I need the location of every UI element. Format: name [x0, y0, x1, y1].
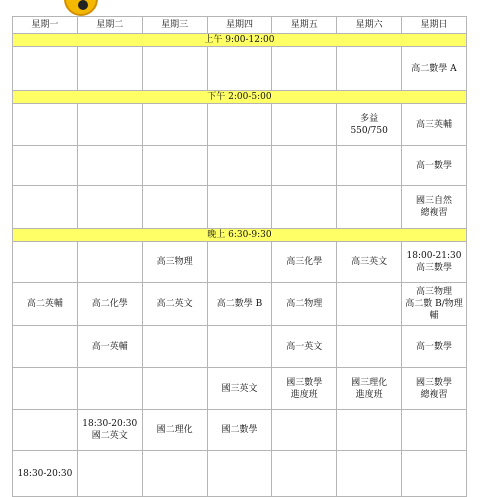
class-cell [207, 104, 272, 146]
day-header-sun: 星期日 [402, 17, 467, 34]
session-band-row [13, 91, 467, 104]
class-cell [272, 47, 337, 91]
class-cell [13, 326, 78, 368]
class-cell [337, 283, 402, 326]
class-label: 國二數學 [221, 425, 258, 435]
class-cell [77, 410, 142, 451]
class-cell [13, 451, 78, 497]
class-label: 多益 550/750 [350, 113, 388, 136]
class-cell [142, 242, 207, 283]
timetable-row [13, 283, 467, 326]
class-label: 高二數學 A [411, 63, 457, 74]
timetable-row [13, 242, 467, 283]
class-cell [402, 451, 467, 497]
class-cell [13, 186, 78, 229]
class-cell [402, 242, 467, 283]
timetable-row [13, 146, 467, 186]
class-cell [13, 242, 78, 283]
session-time-label: 下午 2:00-5:00 [13, 91, 467, 104]
class-label: 高二物理 [286, 299, 323, 309]
session-band-row [13, 34, 467, 47]
class-cell [402, 186, 467, 229]
class-label: 18:30-20:30 [17, 468, 73, 479]
day-header-row [13, 17, 467, 34]
class-label: 國二理化 [156, 425, 193, 435]
class-cell [77, 326, 142, 368]
class-cell [142, 47, 207, 91]
session-time-label: 上午 9:00-12:00 [13, 34, 467, 47]
day-header-mon: 星期一 [13, 17, 78, 34]
class-cell [337, 104, 402, 146]
class-cell [77, 186, 142, 229]
class-cell [142, 104, 207, 146]
class-cell [272, 368, 337, 410]
class-label: 高二化學 [91, 299, 128, 309]
class-cell [272, 410, 337, 451]
class-cell [77, 104, 142, 146]
class-cell [207, 186, 272, 229]
class-cell [272, 186, 337, 229]
class-cell [13, 283, 78, 326]
class-label: 高三物理 [156, 257, 193, 267]
class-cell [272, 326, 337, 368]
class-label: 18:30-20:30 國二英文 [82, 419, 138, 441]
class-cell [207, 410, 272, 451]
class-cell [337, 410, 402, 451]
class-cell [142, 451, 207, 497]
class-label: 國三自然 總複習 [415, 196, 452, 218]
class-cell [337, 47, 402, 91]
class-label: 高二數學 B [216, 299, 263, 309]
class-cell [272, 283, 337, 326]
day-header-fri: 星期五 [272, 17, 337, 34]
class-cell [402, 368, 467, 410]
class-cell [272, 451, 337, 497]
day-header-sat: 星期六 [337, 17, 402, 34]
class-cell [207, 326, 272, 368]
class-cell [272, 146, 337, 186]
day-header-thu: 星期四 [207, 17, 272, 34]
class-cell [13, 368, 78, 410]
class-cell [207, 283, 272, 326]
class-cell [337, 186, 402, 229]
class-cell [13, 104, 78, 146]
class-cell [337, 242, 402, 283]
class-label: 國三數學 總複習 [415, 377, 452, 400]
class-cell [207, 47, 272, 91]
timetable-row [13, 186, 467, 229]
class-label: 高一數學 [415, 160, 452, 171]
class-label: 國三理化 進度班 [351, 377, 388, 400]
class-label: 高二英輔 [26, 299, 63, 309]
class-cell [142, 326, 207, 368]
class-cell [337, 326, 402, 368]
class-cell [402, 283, 467, 326]
class-cell [337, 146, 402, 186]
session-band-row [13, 229, 467, 242]
class-cell [402, 104, 467, 146]
class-cell [142, 283, 207, 326]
day-header-tue: 星期二 [77, 17, 142, 34]
class-label: 國三英文 [221, 383, 258, 394]
class-cell [142, 146, 207, 186]
class-cell [77, 283, 142, 326]
class-label: 18:00-21:30 高三數學 [406, 251, 462, 273]
class-cell [207, 451, 272, 497]
class-cell [402, 47, 467, 91]
class-label: 國三數學 進度班 [286, 377, 323, 400]
class-cell [402, 410, 467, 451]
class-cell [402, 146, 467, 186]
session-time-label: 晚上 6:30-9:30 [13, 229, 467, 242]
class-cell [77, 242, 142, 283]
timetable-row [13, 47, 467, 91]
class-cell [272, 242, 337, 283]
timetable-row [13, 451, 467, 497]
class-label: 高三英輔 [415, 119, 452, 130]
class-label: 高二英文 [156, 299, 193, 309]
class-label: 高一英文 [286, 341, 323, 352]
class-cell [77, 146, 142, 186]
timetable-row [13, 104, 467, 146]
class-cell [142, 410, 207, 451]
class-label: 高三化學 [286, 257, 323, 267]
class-cell [142, 368, 207, 410]
class-cell [77, 47, 142, 91]
class-cell [207, 242, 272, 283]
timetable-row [13, 410, 467, 451]
timetable-row [13, 368, 467, 410]
class-cell [207, 368, 272, 410]
class-label: 高三物理 高二數 B/物理 輔 [405, 287, 463, 321]
school-logo [64, 0, 98, 16]
class-cell [402, 326, 467, 368]
class-cell [13, 410, 78, 451]
class-cell [77, 451, 142, 497]
class-cell [13, 47, 78, 91]
class-cell [142, 186, 207, 229]
class-label: 高一數學 [415, 341, 452, 352]
class-cell [337, 451, 402, 497]
class-label: 高一英輔 [91, 341, 128, 352]
class-label: 高三英文 [351, 257, 388, 267]
class-cell [13, 146, 78, 186]
timetable-row [13, 326, 467, 368]
weekly-timetable [12, 16, 467, 497]
class-cell [337, 368, 402, 410]
class-cell [207, 146, 272, 186]
class-cell [77, 368, 142, 410]
day-header-wed: 星期三 [142, 17, 207, 34]
class-cell [272, 104, 337, 146]
